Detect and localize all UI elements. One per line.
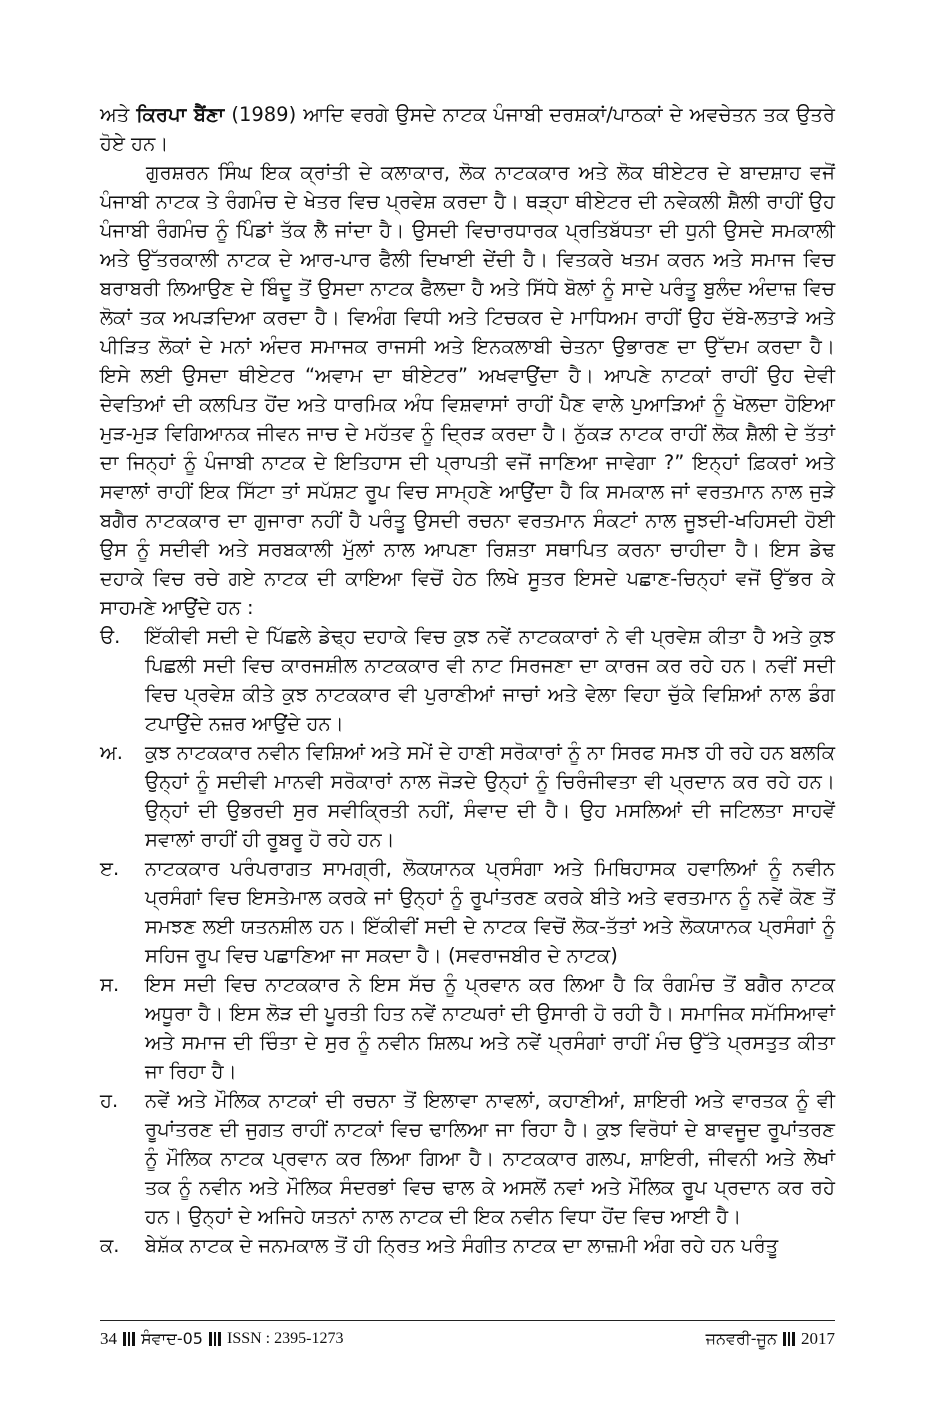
issue-period: ਜਨਵਰੀ-ਜੂਨ — [705, 1329, 777, 1348]
list-text: ਇੱਕੀਵੀ ਸਦੀ ਦੇ ਪਿੱਛਲੇ ਡੇਢ੍ਹ ਦਹਾਕੇ ਵਿਚ ਕੁਝ ਨਵੇਂ ਨਾਟਕਕਾਰਾਂ ਨੇ ਵੀ ਪ੍ਰਵੇਸ਼ ਕੀਤਾ ਹੈ ਅਤੇ ਕੁਝ ਪਿਛਲੀ ਸਦੀ ਵਿਚ ਕਾਰਜਸ਼ੀਲ ਨਾਟਕਕਾਰ ਵੀ ਨਾਟ ਸਿਰਜਣਾ ਦਾ ਕਾਰਜ ਕਰ ਰਹੇ ਹਨ। ਨਵੀਂ ਸਦੀ ਵਿਚ ਪ੍ਰਵੇਸ਼ ਕੀਤੇ ਕੁਝ ਨਾਟਕਕਾਰ ਵੀ ਪੁਰਾਣੀਆਂ ਜਾਚਾਂ ਅਤੇ ਵੇਲਾ ਵਿਹਾ ਚੁੱਕੇ ਵਿਸ਼ਿਆਂ ਨਾਲ ਡੰਗ ਟਪਾਉਂਦੇ ਨਜ਼ਰ ਆਉਂਦੇ ਹਨ। — [145, 625, 835, 735]
list-item — [100, 854, 835, 970]
list-marker: ਅ. — [100, 741, 123, 764]
points-list — [100, 622, 835, 1260]
list-text: ਨਵੇਂ ਅਤੇ ਮੌਲਿਕ ਨਾਟਕਾਂ ਦੀ ਰਚਨਾ ਤੋਂ ਇਲਾਵਾ ਨਾਵਲਾਂ, ਕਹਾਣੀਆਂ, ਸ਼ਾਇਰੀ ਅਤੇ ਵਾਰਤਕ ਨੂੰ ਵੀ ਰੂਪਾਂਤਰਣ ਦੀ ਜੁਗਤ ਰਾਹੀਂ ਨਾਟਕਾਂ ਵਿਚ ਢਾਲਿਆ ਜਾ ਰਿਹਾ ਹੈ। ਕੁਝ ਵਿਰੋਧਾਂ ਦੇ ਬਾਵਜੂਦ ਰੂਪਾਂਤਰਣ ਨੂੰ ਮੌਲਿਕ ਨਾਟਕ ਪ੍ਰਵਾਨ ਕਰ ਲਿਆ ਗਿਆ ਹੈ। ਨਾਟਕਕਾਰ ਗਲਪ, ਸ਼ਾਇਰੀ, ਜੀਵਨੀ ਅਤੇ ਲੇਖਾਂ ਤਕ ਨੂੰ ਨਵੀਨ ਅਤੇ ਮੌਲਿਕ ਸੰਦਰਭਾਂ ਵਿਚ ਢਾਲ ਕੇ ਅਸਲੋਂ ਨਵਾਂ ਅਤੇ ਮੌਲਿਕ ਰੂਪ ਪ੍ਰਦਾਨ ਕਰ ਰਹੇ ਹਨ। ਉਨ੍ਹਾਂ ਦੇ ਅਜਿਹੇ ਯਤਨਾਂ ਨਾਲ ਨਾਟਕ ਦੀ ਇਕ ਨਵੀਨ ਵਿਧਾ ਹੋਂਦ ਵਿਚ ਆਈ ਹੈ। — [145, 1089, 835, 1228]
list-text: ਨਾਟਕਕਾਰ ਪਰੰਪਰਾਗਤ ਸਾਮਗ੍ਰੀ, ਲੋਕਯਾਨਕ ਪ੍ਰਸੰਗਾ ਅਤੇ ਮਿਥਿਹਾਸਕ ਹਵਾਲਿਆਂ ਨੂੰ ਨਵੀਨ ਪ੍ਰਸੰਗਾਂ ਵਿਚ ਇਸਤੇਮਾਲ ਕਰਕੇ ਜਾਂ ਉਨ੍ਹਾਂ ਨੂੰ ਰੂਪਾਂਤਰਣ ਕਰਕੇ ਬੀਤੇ ਅਤੇ ਵਰਤਮਾਨ ਨੂੰ ਨਵੇਂ ਕੋਣ ਤੋਂ ਸਮਝਣ ਲਈ ਯਤਨਸ਼ੀਲ ਹਨ। ਇੱਕੀਵੀਂ ਸਦੀ ਦੇ ਨਾਟਕ ਵਿਚੋਂ ਲੋਕ-ਤੱਤਾਂ ਅਤੇ ਲੋਕਯਾਨਕ ਪ੍ਰਸੰਗਾਂ ਨੂੰ ਸਹਿਜ ਰੂਪ ਵਿਚ ਪਛਾਣਿਆ ਜਾ ਸਕਦਾ ਹੈ। (ਸਵਰਾਜਬੀਰ ਦੇ ਨਾਟਕ) — [145, 857, 835, 967]
list-marker: ਕ. — [100, 1234, 120, 1257]
list-marker: ਹ. — [100, 1089, 119, 1112]
journal-name: ਸੰਵਾਦ-05 — [141, 1329, 203, 1348]
list-text: ਬੇਸ਼ੱਕ ਨਾਟਕ ਦੇ ਜਨਮਕਾਲ ਤੋਂ ਹੀ ਨ੍ਰਿਤ ਅਤੇ ਸੰਗੀਤ ਨਾਟਕ ਦਾ ਲਾਜ਼ਮੀ ਅੰਗ ਰਹੇ ਹਨ ਪਰੰਤੂ — [145, 1234, 779, 1257]
separator-bars-icon — [783, 1332, 795, 1346]
list-marker: ਸ. — [100, 973, 120, 996]
separator-bars-icon — [123, 1332, 135, 1346]
issue-year: 2017 — [801, 1329, 835, 1348]
footer-left — [100, 1329, 343, 1349]
paragraph-2: ਗੁਰਸ਼ਰਨ ਸਿੰਘ ਇਕ ਕ੍ਰਾਂਤੀ ਦੇ ਕਲਾਕਾਰ, ਲੋਕ ਨਾਟਕਕਾਰ ਅਤੇ ਲੋਕ ਥੀਏਟਰ ਦੇ ਬਾਦਸ਼ਾਹ ਵਜੋਂ ਪੰਜਾਬੀ ਨਾਟਕ ਤੇ ਰੰਗਮੰਚ ਦੇ ਖੇਤਰ ਵਿਚ ਪ੍ਰਵੇਸ਼ ਕਰਦਾ ਹੈ। ਥੜ੍ਹਾ ਥੀਏਟਰ ਦੀ ਨਵੇਕਲੀ ਸ਼ੈਲੀ ਰਾਹੀਂ ਉਹ ਪੰਜਾਬੀ ਰੰਗਮੰਚ ਨੂੰ ਪਿੰਡਾਂ ਤੱਕ ਲੈ ਜਾਂਦਾ ਹੈ। ਉਸਦੀ ਵਿਚਾਰਧਾਰਕ ਪ੍ਰਤਿਬੱਧਤਾ ਦੀ ਧੁਨੀ ਉਸਦੇ ਸਮਕਾਲੀ ਅਤੇ ਉੱਤਰਕਾਲੀ ਨਾਟਕ ਦੇ ਆਰ-ਪਾਰ ਫੈਲੀ ਦਿਖਾਈ ਦੇਂਦੀ ਹੈ। ਵਿਤਕਰੇ ਖਤਮ ਕਰਨ ਅਤੇ ਸਮਾਜ ਵਿਚ ਬਰਾਬਰੀ ਲਿਆਉਣ ਦੇ ਬਿੰਦੂ ਤੋਂ ਉਸਦਾ ਨਾਟਕ ਫੈਲਦਾ ਹੈ ਅਤੇ ਸਿੱਧੇ ਬੋਲਾਂ ਨੂੰ ਸਾਦੇ ਪਰੰਤੂ ਬੁਲੰਦ ਅੰਦਾਜ਼ ਵਿਚ ਲੋਕਾਂ ਤਕ ਅਪੜਦਿਆ ਕਰਦਾ ਹੈ। ਵਿਅੰਗ ਵਿਧੀ ਅਤੇ ਟਿਚਕਰ ਦੇ ਮਾਧਿਅਮ ਰਾਹੀਂ ਉਹ ਦੱਬੇ-ਲਤਾੜੇ ਅਤੇ ਪੀੜਿਤ ਲੋਕਾਂ ਦੇ ਮਨਾਂ ਅੰਦਰ ਸਮਾਜਕ ਰਾਜਸੀ ਅਤੇ ਇਨਕਲਾਬੀ ਚੇਤਨਾ ਉਭਾਰਣ ਦਾ ਉੱਦਮ ਕਰਦਾ ਹੈ। ਇਸੇ ਲਈ ਉਸਦਾ ਥੀਏਟਰ “ਅਵਾਮ ਦਾ ਥੀਏਟਰ” ਅਖਵਾਉਂਦਾ ਹੈ। ਆਪਣੇ ਨਾਟਕਾਂ ਰਾਹੀਂ ਉਹ ਦੇਵੀ ਦੇਵਤਿਆਂ ਦੀ ਕਲਪਿਤ ਹੋਂਦ ਅਤੇ ਧਾਰਮਿਕ ਅੰਧ ਵਿਸ਼ਵਾਸਾਂ ਰਾਹੀਂ ਪੈਣ ਵਾਲੇ ਪੁਆੜਿਆਂ ਨੂੰ ਖੋਲਦਾ ਹੋਇਆ ਮੁੜ-ਮੁੜ ਵਿਗਿਆਨਕ ਜੀਵਨ ਜਾਚ ਦੇ ਮਹੱਤਵ ਨੂੰ ਦ੍ਰਿੜ ਕਰਦਾ ਹੈ। ਨੁੱਕੜ ਨਾਟਕ ਰਾਹੀਂ ਲੋਕ ਸ਼ੈਲੀ ਦੇ ਤੱਤਾਂ ਦਾ ਜਿਨ੍ਹਾਂ ਨੂੰ ਪੰਜਾਬੀ ਨਾਟਕ ਦੇ ਇਤਿਹਾਸ ਦੀ ਪ੍ਰਾਪਤੀ ਵਜੋਂ ਜਾਣਿਆ ਜਾਵੇਗਾ ?” ਇਨ੍ਹਾਂ ਫ਼ਿਕਰਾਂ ਅਤੇ ਸਵਾਲਾਂ ਰਾਹੀਂ ਇਕ ਸਿੱਟਾ ਤਾਂ ਸਪੱਸ਼ਟ ਰੂਪ ਵਿਚ ਸਾਮ੍ਹਣੇ ਆਉਂਦਾ ਹੈ ਕਿ ਸਮਕਾਲ ਜਾਂ ਵਰਤਮਾਨ ਨਾਲ ਜੁੜੇ ਬਗੈਰ ਨਾਟਕਕਾਰ ਦਾ ਗੁਜਾਰਾ ਨਹੀਂ ਹੈ ਪਰੰਤੂ ਉਸਦੀ ਰਚਨਾ ਵਰਤਮਾਨ ਸੰਕਟਾਂ ਨਾਲ ਜੂਝਦੀ-ਖਹਿਸਦੀ ਹੋਈ ਉਸ ਨੂੰ ਸਦੀਵੀ ਅਤੇ ਸਰਬਕਾਲੀ ਮੁੱਲਾਂ ਨਾਲ ਆਪਣਾ ਰਿਸ਼ਤਾ ਸਥਾਪਿਤ ਕਰਨਾ ਚਾਹੀਦਾ ਹੈ। ਇਸ ਡੇਢ ਦਹਾਕੇ ਵਿਚ ਰਚੇ ਗਏ ਨਾਟਕ ਦੀ ਕਾਇਆ ਵਿਚੋਂ ਹੇਠ ਲਿਖੇ ਸੂਤਰ ਇਸਦੇ ਪਛਾਣ-ਚਿਨ੍ਹਾਂ ਵਜੋਂ ਉੱਭਰ ਕੇ ਸਾਹਮਣੇ ਆਉਂਦੇ ਹਨ : — [100, 161, 835, 619]
list-item — [100, 738, 835, 854]
list-item — [100, 1086, 835, 1231]
list-marker: ੳ. — [100, 625, 121, 648]
list-item — [100, 1231, 835, 1260]
list-text: ਇਸ ਸਦੀ ਵਿਚ ਨਾਟਕਕਾਰ ਨੇ ਇਸ ਸੱਚ ਨੂੰ ਪ੍ਰਵਾਨ ਕਰ ਲਿਆ ਹੈ ਕਿ ਰੰਗਮੰਚ ਤੋਂ ਬਗੈਰ ਨਾਟਕ ਅਧੂਰਾ ਹੈ। ਇਸ ਲੋੜ ਦੀ ਪੂਰਤੀ ਹਿਤ ਨਵੇਂ ਨਾਟਘਰਾਂ ਦੀ ਉਸਾਰੀ ਹੋ ਰਹੀ ਹੈ। ਸਮਾਜਿਕ ਸਮੱਸਿਆਵਾਂ ਅਤੇ ਸਮਾਜ ਦੀ ਚਿੰਤਾ ਦੇ ਸੁਰ ਨੂੰ ਨਵੀਨ ਸ਼ਿਲਪ ਅਤੇ ਨਵੇਂ ਪ੍ਰਸੰਗਾਂ ਰਾਹੀਂ ਮੰਚ ਉੱਤੇ ਪ੍ਰਸਤੁਤ ਕੀਤਾ ਜਾ ਰਿਹਾ ਹੈ। — [145, 973, 835, 1083]
page-number: 34 — [100, 1329, 117, 1348]
page-content — [100, 100, 835, 1260]
footer-right — [706, 1329, 835, 1349]
paragraph-1-prefix: ਅਤੇ — [100, 103, 137, 126]
list-marker: ੲ. — [100, 857, 120, 880]
play-title-bold: ਕਿਰਪਾ ਬੈਂਣਾ — [136, 103, 225, 126]
list-item — [100, 622, 835, 738]
list-item — [100, 970, 835, 1086]
list-text: ਕੁਝ ਨਾਟਕਕਾਰ ਨਵੀਨ ਵਿਸ਼ਿਆਂ ਅਤੇ ਸਮੇਂ ਦੇ ਹਾਣੀ ਸਰੋਕਾਰਾਂ ਨੂੰ ਨਾ ਸਿਰਫ ਸਮਝ ਹੀ ਰਹੇ ਹਨ ਬਲਕਿ ਉਨ੍ਹਾਂ ਨੂੰ ਸਦੀਵੀ ਮਾਨਵੀ ਸਰੋਕਾਰਾਂ ਨਾਲ ਜੋੜਦੇ ਉਨ੍ਹਾਂ ਨੂੰ ਚਿਰੰਜੀਵਤਾ ਵੀ ਪ੍ਰਦਾਨ ਕਰ ਰਹੇ ਹਨ। ਉਨ੍ਹਾਂ ਦੀ ਉਭਰਦੀ ਸੁਰ ਸਵੀਕ੍ਰਿਤੀ ਨਹੀਂ, ਸੰਵਾਦ ਦੀ ਹੈ। ਉਹ ਮਸਲਿਆਂ ਦੀ ਜਟਿਲਤਾ ਸਾਹਵੇਂ ਸਵਾਲਾਂ ਰਾਹੀਂ ਹੀ ਰੂਬਰੂ ਹੋ ਰਹੇ ਹਨ। — [145, 741, 836, 851]
paragraph-1 — [100, 100, 835, 158]
page-footer — [100, 1320, 835, 1349]
separator-bars-icon — [209, 1332, 221, 1346]
issn-number: ISSN : 2395-1273 — [226, 1330, 344, 1347]
paragraph-1-rest: (1989) ਆਦਿ ਵਰਗੇ ਉਸਦੇ ਨਾਟਕ ਪੰਜਾਬੀ ਦਰਸ਼ਕਾਂ/ਪਾਠਕਾਂ ਦੇ ਅਵਚੇਤਨ ਤਕ ਉਤਰੇ ਹੋਏ ਹਨ। — [100, 103, 835, 155]
